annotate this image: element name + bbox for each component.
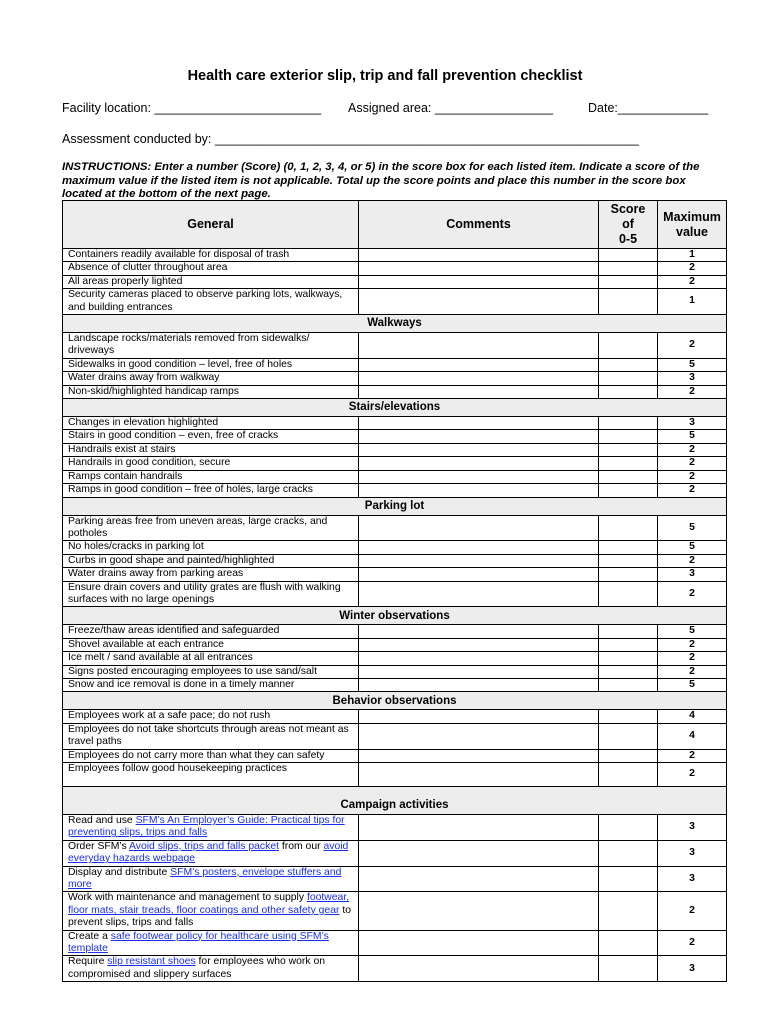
table-row	[63, 554, 727, 567]
item-label: Employees follow good housekeeping practices	[63, 763, 359, 787]
comment-cell[interactable]	[359, 358, 599, 371]
comment-cell[interactable]	[359, 333, 599, 359]
table-row	[63, 723, 727, 749]
max-value: 1	[658, 289, 727, 315]
facility-location-field[interactable]: Facility location: ________________________	[62, 101, 322, 115]
comment-cell[interactable]	[359, 417, 599, 430]
comment-cell[interactable]	[359, 470, 599, 483]
max-value: 3	[658, 417, 727, 430]
table-row	[63, 892, 727, 930]
table-row	[63, 652, 727, 665]
max-value: 5	[658, 678, 727, 691]
max-value: 2	[658, 554, 727, 567]
max-value: 2	[658, 892, 727, 930]
score-cell[interactable]	[599, 815, 658, 841]
table-row	[63, 417, 727, 430]
max-value: 2	[658, 275, 727, 288]
table-row	[63, 385, 727, 398]
item-label: Non-skid/highlighted handicap ramps	[63, 385, 359, 398]
score-cell[interactable]	[599, 443, 658, 456]
comment-cell[interactable]	[359, 554, 599, 567]
max-value: 5	[658, 515, 727, 541]
table-row	[63, 430, 727, 443]
table-row	[63, 581, 727, 607]
score-cell[interactable]	[599, 470, 658, 483]
max-value: 4	[658, 710, 727, 723]
avoid-slips-packet-link[interactable]: Avoid slips, trips and falls packet	[129, 840, 279, 852]
table-row	[63, 249, 727, 262]
assigned-area-field[interactable]: Assigned area: _________________	[348, 101, 554, 115]
item-label	[63, 840, 359, 866]
header-maximum-value	[658, 201, 727, 249]
score-cell[interactable]	[599, 484, 658, 497]
table-row	[63, 358, 727, 371]
comment-cell[interactable]	[359, 275, 599, 288]
comment-cell[interactable]	[359, 581, 599, 607]
max-value: 2	[658, 581, 727, 607]
item-text: Create a	[68, 930, 111, 942]
item-text: from our	[279, 840, 324, 852]
item-label: Snow and ice removal is done in a timely manner	[63, 678, 359, 691]
max-value: 1	[658, 249, 727, 262]
comment-cell[interactable]	[359, 723, 599, 749]
section-title: Stairs/elevations	[63, 399, 727, 417]
table-row	[63, 866, 727, 892]
item-label: Ice melt / sand available at all entrances	[63, 652, 359, 665]
comment-cell[interactable]	[359, 892, 599, 930]
item-label: Ramps in good condition – free of holes, large cracks	[63, 484, 359, 497]
score-cell[interactable]	[599, 749, 658, 762]
score-cell[interactable]	[599, 275, 658, 288]
item-label: Handrails exist at stairs	[63, 443, 359, 456]
score-cell[interactable]	[599, 289, 658, 315]
item-label	[63, 930, 359, 956]
item-label: Sidewalks in good condition – level, free of holes	[63, 358, 359, 371]
table-row	[63, 749, 727, 762]
max-value: 5	[658, 541, 727, 554]
header-general: General	[63, 201, 359, 249]
header-max-line2: value	[676, 224, 708, 239]
score-cell[interactable]	[599, 723, 658, 749]
safety-gear-link[interactable]: footwear, floor mats, stair treads, floor coatings and other safety gear	[68, 892, 350, 916]
item-label	[63, 892, 359, 930]
comment-cell[interactable]	[359, 956, 599, 982]
avoid-hazards-webpage-link[interactable]: avoid everyday hazards webpage	[68, 840, 349, 865]
max-value: 3	[658, 956, 727, 982]
max-value: 2	[658, 385, 727, 398]
table-header-row	[63, 201, 727, 249]
score-cell[interactable]	[599, 840, 658, 866]
section-title: Parking lot	[63, 497, 727, 515]
slip-resistant-shoes-link[interactable]: slip resistant shoes	[107, 956, 196, 968]
max-value: 3	[658, 866, 727, 892]
score-cell[interactable]	[599, 956, 658, 982]
table-row	[63, 262, 727, 275]
score-cell[interactable]	[599, 385, 658, 398]
comment-cell[interactable]	[359, 665, 599, 678]
comment-cell[interactable]	[359, 652, 599, 665]
table-row	[63, 515, 727, 541]
table-row	[63, 568, 727, 581]
score-cell[interactable]	[599, 372, 658, 385]
item-label	[63, 815, 359, 841]
item-text: to prevent slips, trips and falls	[68, 904, 352, 929]
comment-cell[interactable]	[359, 385, 599, 398]
table-row	[63, 443, 727, 456]
page-title: Health care exterior slip, trip and fall prevention checklist	[187, 68, 583, 84]
score-cell[interactable]	[599, 665, 658, 678]
table-row	[63, 956, 727, 982]
item-label: Employees do not take shortcuts through areas not meant as travel paths	[63, 723, 359, 749]
header-score-line1: Score	[610, 202, 646, 216]
max-value: 4	[658, 723, 727, 749]
item-label: Employees work at a safe pace; do not rush	[63, 710, 359, 723]
table-row	[63, 457, 727, 470]
max-value: 2	[658, 470, 727, 483]
comment-cell[interactable]	[359, 840, 599, 866]
comment-cell[interactable]	[359, 541, 599, 554]
table-row	[63, 625, 727, 638]
comment-cell[interactable]	[359, 763, 599, 787]
score-cell[interactable]	[599, 515, 658, 541]
item-label: Ramps contain handrails	[63, 470, 359, 483]
facility-row	[62, 101, 722, 115]
max-value: 2	[658, 484, 727, 497]
comment-cell[interactable]	[359, 372, 599, 385]
score-cell[interactable]	[599, 763, 658, 787]
score-cell[interactable]	[599, 866, 658, 892]
table-row	[63, 763, 727, 787]
score-cell[interactable]	[599, 554, 658, 567]
item-label: Water drains away from walkway	[63, 372, 359, 385]
score-cell[interactable]	[599, 430, 658, 443]
item-label: Shovel available at each entrance	[63, 638, 359, 651]
item-label: Changes in elevation highlighted	[63, 417, 359, 430]
table-row	[63, 815, 727, 841]
max-value: 5	[658, 625, 727, 638]
item-label: Landscape rocks/materials removed from sidewalks/ driveways	[63, 333, 359, 359]
assessment-conducted-by-field[interactable]: Assessment conducted by: _____________________________________________________________	[62, 132, 639, 146]
item-label: All areas properly lighted	[63, 275, 359, 288]
header-score	[599, 201, 658, 249]
max-value: 2	[658, 665, 727, 678]
comment-cell[interactable]	[359, 289, 599, 315]
item-label: No holes/cracks in parking lot	[63, 541, 359, 554]
comment-cell[interactable]	[359, 443, 599, 456]
assessor-row	[62, 132, 722, 146]
item-label: Signs posted encouraging employees to use sand/salt	[63, 665, 359, 678]
item-text: Order SFM’s	[68, 840, 130, 852]
item-label: Absence of clutter throughout area	[63, 262, 359, 275]
max-value: 3	[658, 372, 727, 385]
comment-cell[interactable]	[359, 262, 599, 275]
item-text: Work with maintenance and management to supply	[68, 892, 307, 904]
table-row	[63, 275, 727, 288]
comment-cell[interactable]	[359, 678, 599, 691]
comment-cell[interactable]	[359, 568, 599, 581]
checklist-table	[62, 200, 727, 982]
comment-cell[interactable]	[359, 749, 599, 762]
max-value: 3	[658, 840, 727, 866]
table-row	[63, 710, 727, 723]
section-winter-observations	[63, 607, 727, 625]
table-row	[63, 470, 727, 483]
max-value: 2	[658, 652, 727, 665]
comment-cell[interactable]	[359, 638, 599, 651]
max-value: 2	[658, 443, 727, 456]
section-stairs-elevations	[63, 399, 727, 417]
max-value: 2	[658, 457, 727, 470]
section-behavior-observations	[63, 692, 727, 710]
max-value: 3	[658, 815, 727, 841]
score-cell[interactable]	[599, 581, 658, 607]
section-parking-lot	[63, 497, 727, 515]
section-title: Winter observations	[63, 607, 727, 625]
item-text: Require	[68, 956, 108, 968]
score-cell[interactable]	[599, 678, 658, 691]
item-label: Curbs in good shape and painted/highlighted	[63, 554, 359, 567]
item-label: Employees do not carry more than what they can safety	[63, 749, 359, 762]
max-value: 5	[658, 358, 727, 371]
score-cell[interactable]	[599, 249, 658, 262]
table-row	[63, 484, 727, 497]
comment-cell[interactable]	[359, 430, 599, 443]
table-row	[63, 289, 727, 315]
score-cell[interactable]	[599, 568, 658, 581]
section-title: Walkways	[63, 315, 727, 333]
max-value: 3	[658, 568, 727, 581]
comment-cell[interactable]	[359, 815, 599, 841]
item-label	[63, 956, 359, 982]
comment-cell[interactable]	[359, 625, 599, 638]
score-cell[interactable]	[599, 892, 658, 930]
comment-cell[interactable]	[359, 930, 599, 956]
section-campaign-activities	[63, 787, 727, 815]
item-label: Security cameras placed to observe parking lots, walkways, and building entrances	[63, 289, 359, 315]
max-value: 5	[658, 430, 727, 443]
comment-cell[interactable]	[359, 515, 599, 541]
score-cell[interactable]	[599, 652, 658, 665]
max-value: 2	[658, 763, 727, 787]
item-label	[63, 866, 359, 892]
instructions: INSTRUCTIONS: Enter a number (Score) (0, 1, 2, 3, 4, or 5) in the score box for each listed item. Indicate a score of the maximum value if the listed item is not applicable. Total up the score points and place this number in the score box located at the bottom of the next page.	[62, 161, 700, 200]
table-row	[63, 665, 727, 678]
max-value: 2	[658, 638, 727, 651]
max-value: 2	[658, 333, 727, 359]
table-row	[63, 840, 727, 866]
score-cell[interactable]	[599, 333, 658, 359]
item-label: Containers readily available for disposal of trash	[63, 249, 359, 262]
table-row	[63, 930, 727, 956]
score-cell[interactable]	[599, 710, 658, 723]
item-label: Handrails in good condition, secure	[63, 457, 359, 470]
item-label: Parking areas free from uneven areas, large cracks, and potholes	[63, 515, 359, 541]
item-text: Read and use	[68, 815, 136, 826]
item-text: Display and distribute	[68, 866, 171, 878]
section-title: Behavior observations	[63, 692, 727, 710]
employer-guide-link[interactable]: SFM’s An Employer’s Guide: Practical tips for preventing slips, trips and falls	[68, 815, 345, 839]
max-value: 2	[658, 930, 727, 956]
score-cell[interactable]	[599, 457, 658, 470]
score-cell[interactable]	[599, 638, 658, 651]
header-score-line2: of	[622, 217, 634, 231]
item-text: for employees who work on compromised and slippery surfaces	[68, 956, 326, 980]
score-cell[interactable]	[599, 930, 658, 956]
comment-cell[interactable]	[359, 249, 599, 262]
comment-cell[interactable]	[359, 484, 599, 497]
item-label: Water drains away from parking areas	[63, 568, 359, 581]
table-row	[63, 638, 727, 651]
comment-cell[interactable]	[359, 866, 599, 892]
section-walkways	[63, 315, 727, 333]
table-row	[63, 678, 727, 691]
date-field[interactable]: Date:_____________	[588, 101, 709, 115]
table-row	[63, 541, 727, 554]
score-cell[interactable]	[599, 358, 658, 371]
section-title: Campaign activities	[63, 787, 727, 815]
posters-link[interactable]: SFM’s posters, envelope stuffers and more	[68, 866, 342, 891]
max-value: 2	[658, 262, 727, 275]
header-max-line1: Maximum	[663, 209, 721, 224]
footwear-policy-link[interactable]: safe footwear policy for healthcare using SFM’s template	[68, 930, 329, 955]
score-cell[interactable]	[599, 417, 658, 430]
score-cell[interactable]	[599, 625, 658, 638]
header-score-line3: 0-5	[618, 232, 638, 246]
table-row	[63, 372, 727, 385]
item-label: Freeze/thaw areas identified and safeguarded	[63, 625, 359, 638]
max-value: 2	[658, 749, 727, 762]
header-comments: Comments	[359, 201, 599, 249]
item-label: Ensure drain covers and utility grates are flush with walking surfaces with no large openings	[63, 581, 359, 607]
score-cell[interactable]	[599, 541, 658, 554]
table-row	[63, 333, 727, 359]
item-label: Stairs in good condition – even, free of cracks	[63, 430, 359, 443]
score-cell[interactable]	[599, 262, 658, 275]
comment-cell[interactable]	[359, 457, 599, 470]
comment-cell[interactable]	[359, 710, 599, 723]
